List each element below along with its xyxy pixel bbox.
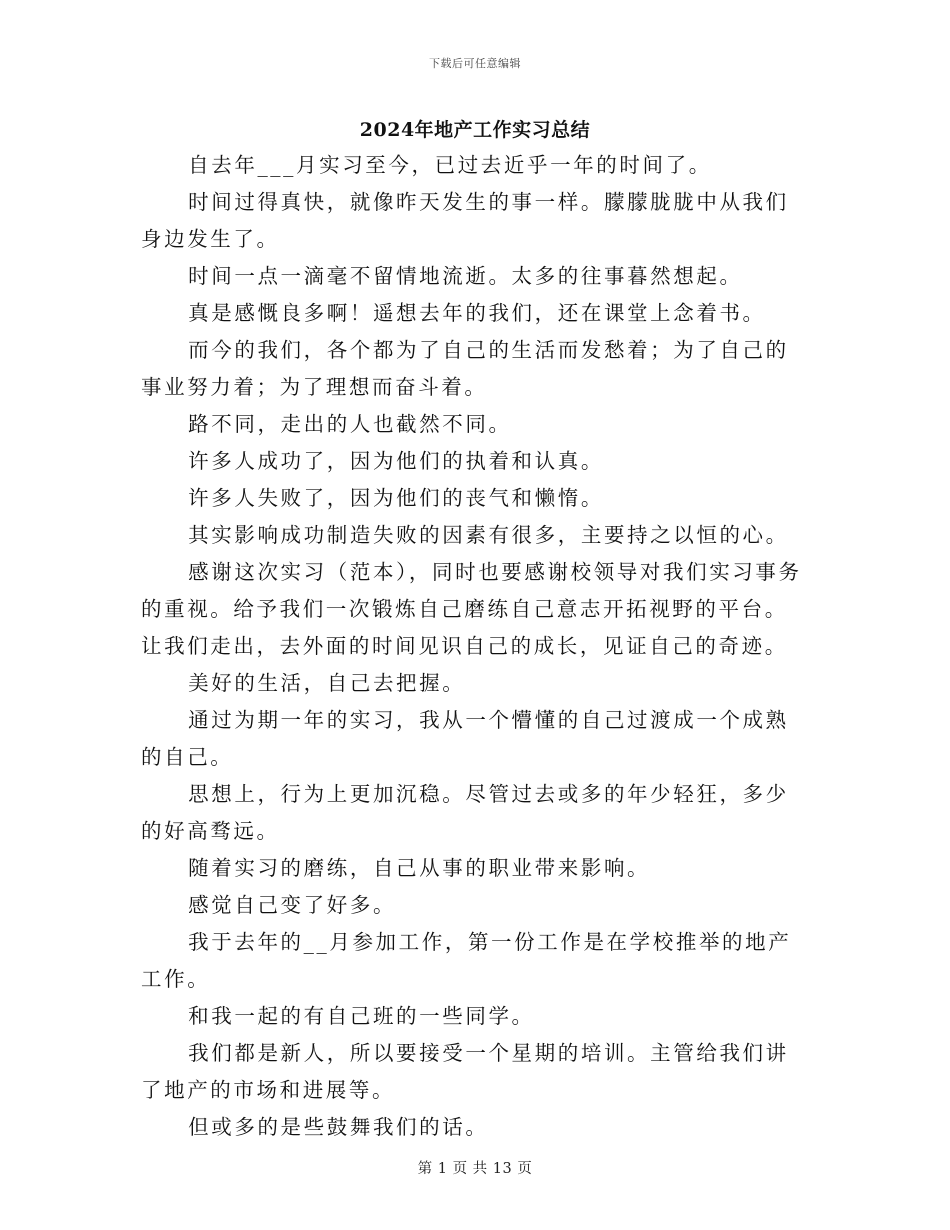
document-title: 2024年地产工作实习总结: [359, 119, 591, 141]
paragraph: 路不同，走出的人也截然不同。: [188, 412, 512, 436]
paragraph: 真是感慨良多啊！遥想去年的我们，还在课堂上念着书。: [188, 301, 766, 325]
paragraph: 自去年___月实习至今，已过去近乎一年的时间了。: [188, 153, 712, 177]
paragraph: 许多人失败了，因为他们的丧气和懒惰。: [188, 486, 604, 510]
paragraph: 和我一起的有自己班的一些同学。: [188, 1004, 535, 1028]
paragraph: 美好的生活，自己去把握。: [188, 671, 466, 695]
paragraph: 时间一点一滴毫不留情地流逝。太多的往事暮然想起。: [188, 264, 743, 288]
paragraph: 其实影响成功制造失败的因素有很多，主要持之以恒的心。: [188, 523, 789, 547]
paragraph: 通过为期一年的实习，我从一个懵懂的自己过渡成一个成熟的自己。: [141, 708, 789, 769]
document-body: [141, 147, 803, 1146]
paragraph: 而今的我们，各个都为了自己的生活而发愁着；为了自己的事业努力着；为了理想而奋斗着。: [141, 338, 789, 399]
paragraph: 思想上，行为上更加沉稳。尽管过去或多的年少轻狂，多少的好高骛远。: [141, 782, 789, 843]
paragraph: 我于去年的__月参加工作，第一份工作是在学校推举的地产工作。: [141, 930, 792, 991]
header-note: 下载后可任意编辑: [429, 57, 521, 70]
paragraph: 许多人成功了，因为他们的执着和认真。: [188, 449, 604, 473]
paragraph: 时间过得真快，就像昨天发生的事一样。朦朦胧胧中从我们身边发生了。: [141, 190, 789, 251]
paragraph: 感谢这次实习（范本），同时也要感谢校领导对我们实习事务的重视。给予我们一次锻炼自己磨练自己意志开拓视野的平台。让我们走出，去外面的时间见识自己的成长，见证自己的奇迹。: [141, 560, 802, 658]
paragraph: 我们都是新人，所以要接受一个星期的培训。主管给我们讲了地产的市场和进展等。: [141, 1041, 789, 1102]
paragraph: 但或多的是些鼓舞我们的话。: [188, 1115, 489, 1139]
page-number: 第 1 页 共 13 页: [417, 1161, 533, 1177]
paragraph: 感觉自己变了好多。: [188, 893, 397, 917]
paragraph: 随着实习的磨练，自己从事的职业带来影响。: [188, 856, 651, 880]
